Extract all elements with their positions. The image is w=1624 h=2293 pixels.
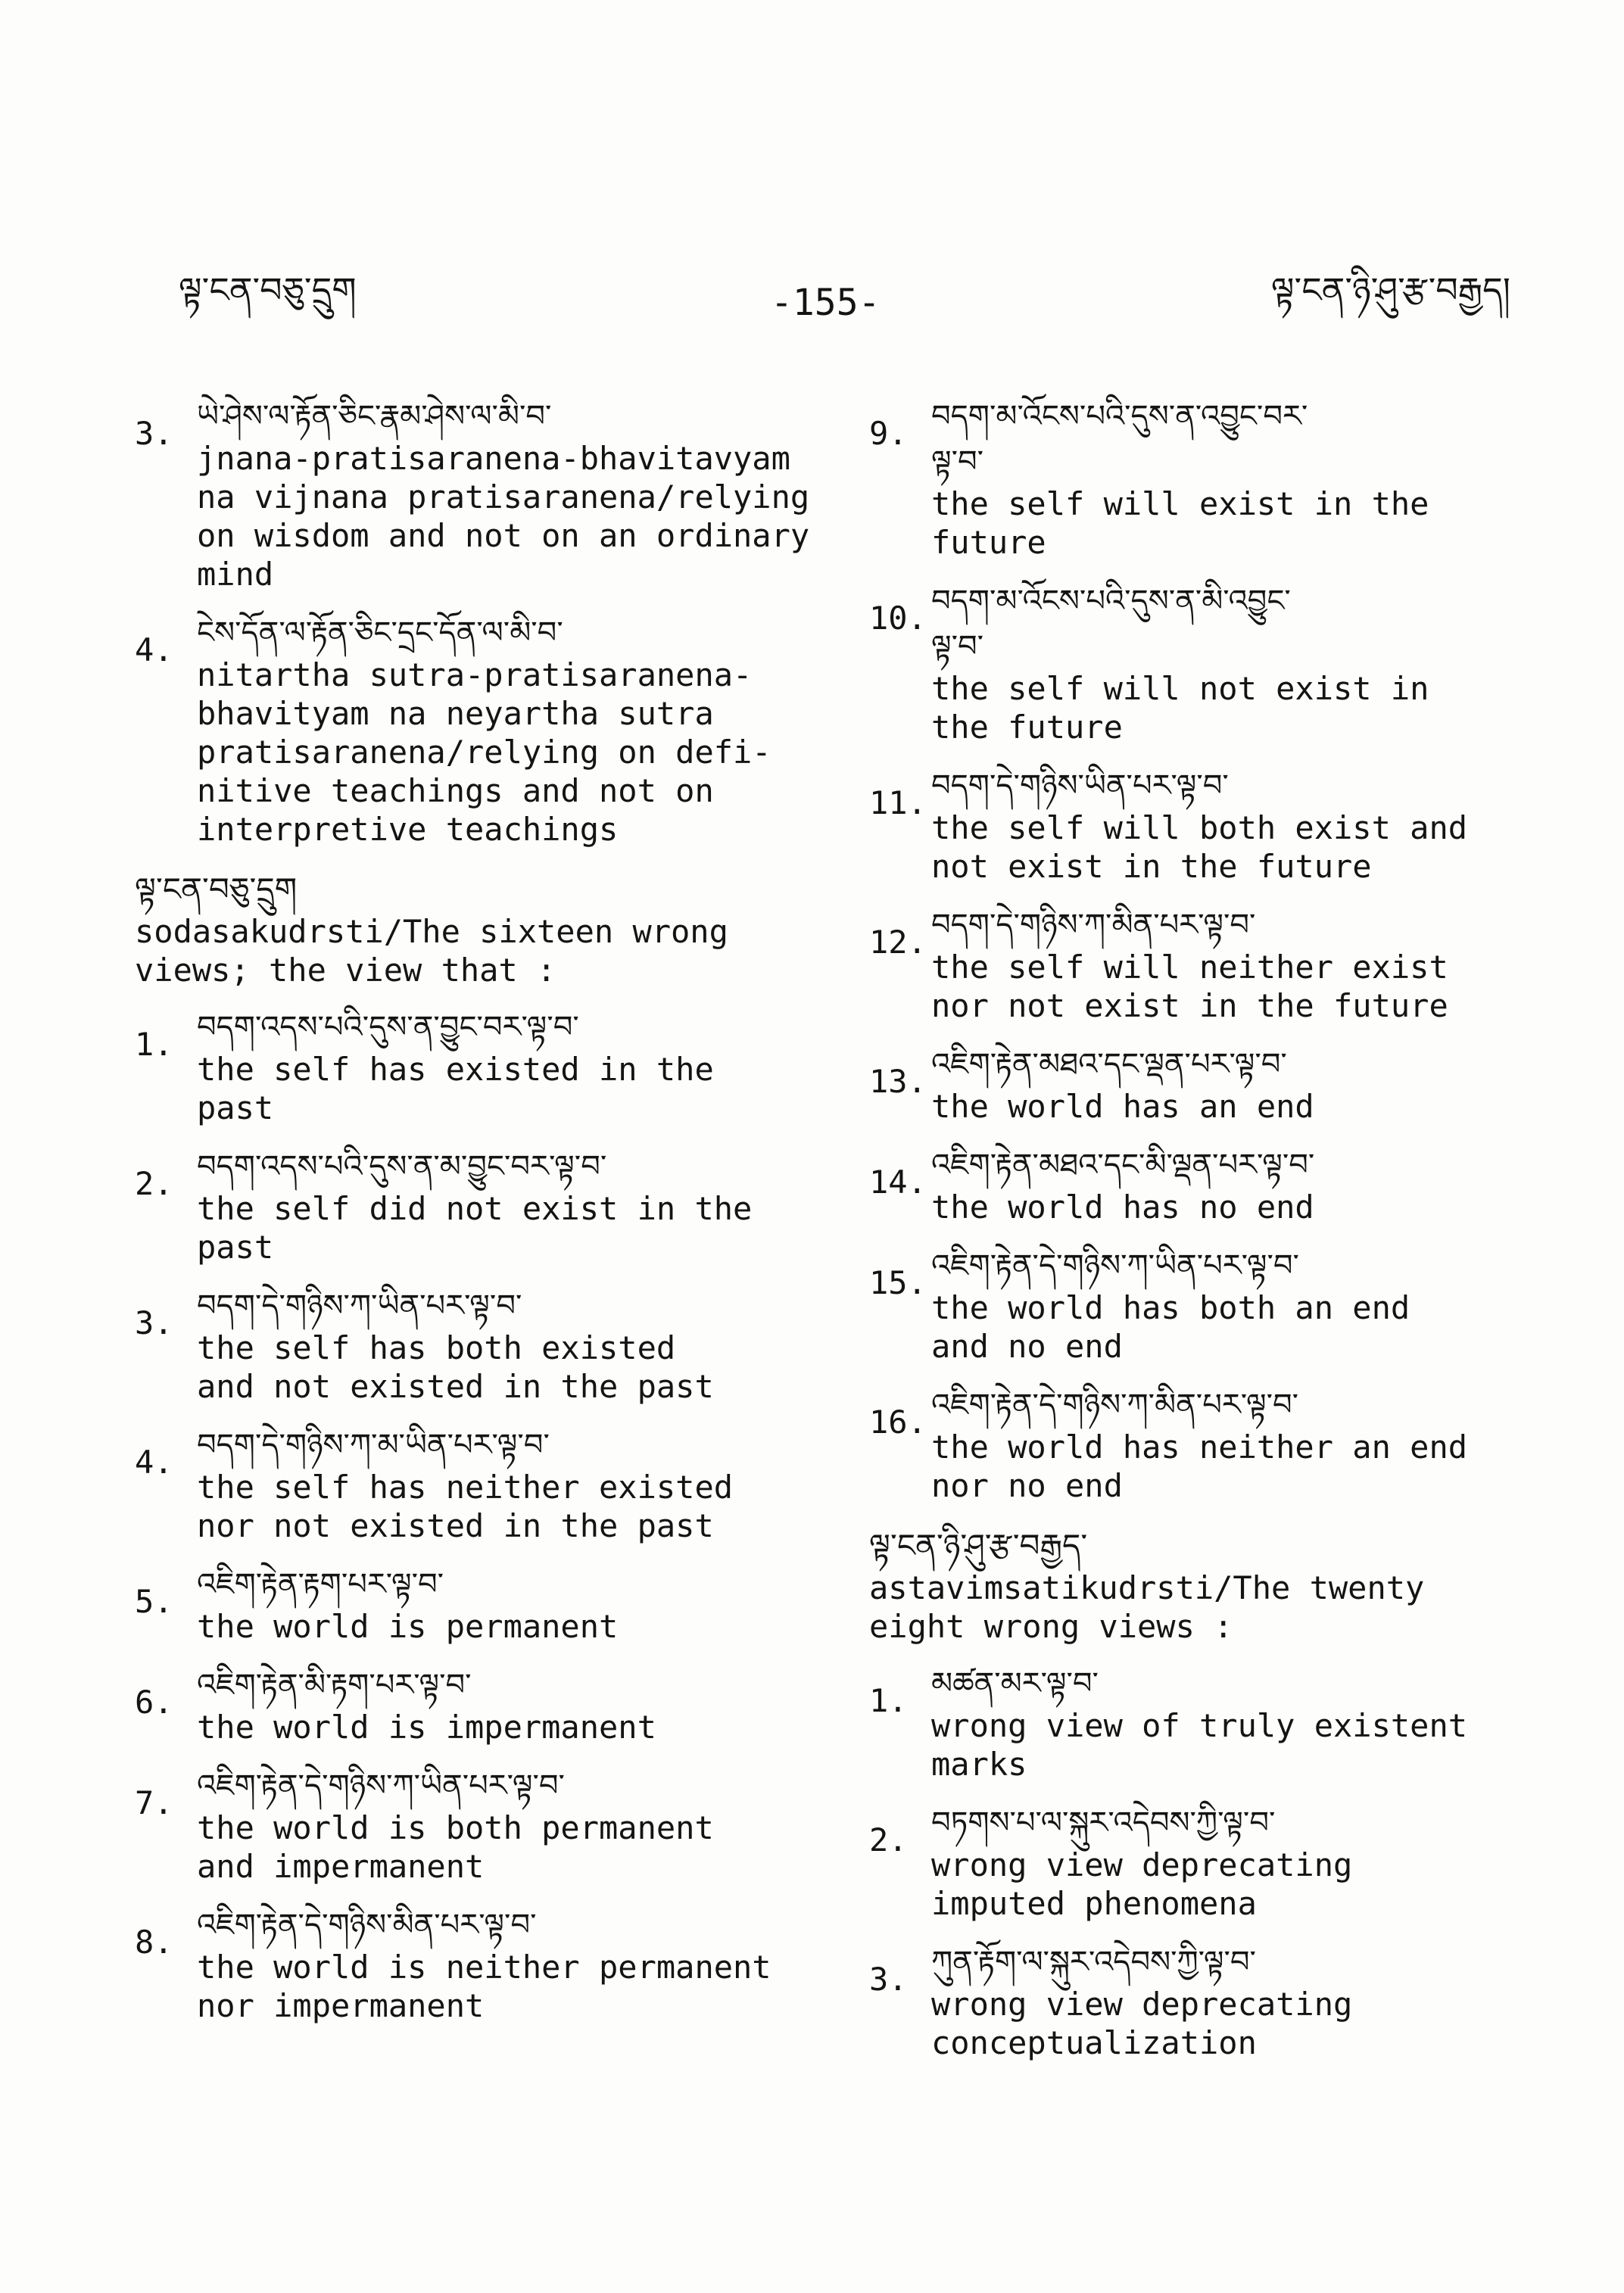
entry-english: the world is neither permanent nor impermanent [197,1949,771,2024]
entry-english: the world is both permanent and impermanent [197,1809,714,1885]
list-item [869,1243,1535,1366]
section-tibetan: ལྟ་ངན་ཉི་ཤུ་རྩ་བརྒྱད་ [869,1527,1088,1564]
list-item [135,1902,846,2025]
entry-english: the self has existed in the past [197,1051,714,1126]
entry-number: 4. [135,631,173,668]
right-column [869,394,1535,2079]
entry-tibetan: ཡེ་ཤེས་ལ་རྟོན་ཅིང་རྣམ་ཤེས་ལ་མི་བ་ [197,399,552,434]
list-item [869,394,1535,562]
list-item [869,1800,1535,1923]
list-item [869,1142,1535,1226]
section-english: sodasakudrsti/The sixteen wrong views; the view that : [135,913,728,989]
list-item [135,1144,846,1266]
entry-tibetan: འཇིག་རྟེན་མི་རྟག་པར་ལྟ་བ་ [197,1668,472,1703]
list-item [869,1042,1535,1126]
entry-number: 11. [869,784,927,821]
entry-tibetan: མཚན་མར་ལྟ་བ་ [931,1666,1099,1701]
entry-tibetan: བདག་དེ་གཉིས་ཀ་ཡིན་པར་ལྟ་བ་ [197,1288,522,1323]
entry-english: nitartha sutra-pratisaranena- bhavityam na neyartha sutra pratisaranena/relying on defi- nitive teachings and not on interpretive teachings [197,656,771,848]
list-item [135,1662,846,1746]
entry-english: the self will neither exist nor not exist in the future [931,949,1448,1024]
entry-tibetan: འཇིག་རྟེན་དེ་གཉིས་ཀ་ཡིན་པར་ལྟ་བ་ [197,1768,565,1803]
header-left-tibetan: ལྟ་ངན་བཅུ་དྲུག [179,269,357,310]
entry-tibetan: འཇིག་རྟེན་མཐའ་དང་མི་ལྡན་པར་ལྟ་བ་ [931,1148,1315,1182]
list-item [869,763,1535,886]
entry-tibetan: བཏགས་པ་ལ་སྐུར་འདེབས་ཀྱི་ལྟ་བ་ [931,1805,1276,1840]
entry-number: 15. [869,1264,927,1301]
entry-number: 3. [869,1961,908,1998]
entry-tibetan: འཇིག་རྟེན་དེ་གཉིས་ཀ་མིན་པར་ལྟ་བ་ [931,1388,1299,1422]
entry-tibetan: ཀུན་རྟོག་ལ་སྐུར་འདེབས་ཀྱི་ལྟ་བ་ [931,1945,1256,1980]
entry-tibetan: བདག་མ་འོངས་པའི་དུས་ན་མི་འབྱུང་ ལྟ་བ་ [931,584,1291,664]
entry-number: 4. [135,1444,173,1481]
list-item [135,1562,846,1646]
list-item [135,610,846,849]
entry-number: 3. [135,415,173,452]
entry-tibetan: འཇིག་རྟེན་མཐའ་དང་ལྡན་པར་ལྟ་བ་ [931,1047,1287,1082]
entry-english: the self has both existed and not existed in the past [197,1329,714,1405]
list-item [869,1382,1535,1505]
list-item [135,1005,846,1127]
entry-english: the world has both an end and no end [931,1289,1410,1365]
section-tibetan: ལྟ་ངན་བཅུ་དྲུག [135,871,298,908]
entry-english: the self will exist in the future [931,485,1429,561]
entry-english: the self has neither existed nor not existed in the past [197,1469,734,1544]
list-item [135,394,846,594]
entry-tibetan: བདག་དེ་གཉིས་ཡིན་པར་ལྟ་བ་ [931,768,1229,803]
section-heading [869,1523,1535,1646]
entry-number: 1. [135,1026,173,1063]
entry-tibetan: བདག་དེ་གཉིས་ཀ་མིན་པར་ལྟ་བ་ [931,908,1256,942]
entry-number: 6. [135,1684,173,1721]
list-item [135,1422,846,1545]
entry-english: the world is permanent [197,1608,619,1645]
entry-tibetan: བདག་འདས་པའི་དུས་ན་མ་བྱུང་བར་ལྟ་བ་ [197,1149,607,1184]
entry-tibetan: འཇིག་རྟེན་དེ་གཉིས་ཀ་ཡིན་པར་ལྟ་བ་ [931,1248,1299,1283]
entry-number: 2. [869,1821,908,1858]
entry-number: 5. [135,1583,173,1620]
header-right-tibetan: ལྟ་ངན་ཉི་ཤུ་རྩ་བརྒྱད། [1270,269,1510,310]
entry-number: 12. [869,924,927,961]
entry-english: jnana-pratisaranena-bhavitavyam na vijnana pratisaranena/relying on wisdom and not on an ordinary mind [197,440,810,593]
entry-number: 13. [869,1063,927,1100]
list-item [869,1661,1535,1784]
entry-number: 3. [135,1304,173,1341]
entry-tibetan: ངེས་དོན་ལ་རྟོན་ཅིང་དྲང་དོན་ལ་མི་བ་ [197,615,563,650]
entry-tibetan: འཇིག་རྟེན་རྟག་པར་ལྟ་བ་ [197,1567,444,1602]
entry-number: 9. [869,415,908,452]
section-heading [135,867,846,989]
left-column [135,394,846,2042]
list-item [869,902,1535,1025]
entry-tibetan: བདག་དེ་གཉིས་ཀ་མ་ཡིན་པར་ལྟ་བ་ [197,1428,550,1463]
entry-tibetan: བདག་མ་འོངས་པའི་དུས་ན་འབྱུང་བར་ ལྟ་བ་ [931,399,1308,479]
entry-number: 1. [869,1682,908,1719]
entry-number: 10. [869,600,927,637]
list-item [135,1763,846,1886]
entry-english: wrong view deprecating conceptualization [931,1986,1353,2061]
entry-english: the self did not exist in the past [197,1190,753,1266]
page-number: -155- [771,282,881,324]
entry-english: the world is impermanent [197,1709,656,1746]
entry-number: 2. [135,1165,173,1202]
entry-english: the world has an end [931,1088,1314,1125]
entry-english: wrong view deprecating imputed phenomena [931,1846,1353,1922]
entry-english: wrong view of truly existent marks [931,1707,1468,1783]
entry-english: the self will both exist and not exist in the future [931,809,1468,885]
entry-number: 8. [135,1924,173,1961]
entry-english: the world has no end [931,1189,1314,1226]
section-english: astavimsatikudrsti/The twenty eight wrong views : [869,1569,1425,1645]
list-item [869,1939,1535,2062]
list-item [869,578,1535,746]
list-item [135,1283,846,1406]
entry-english: the self will not exist in the future [931,670,1429,746]
entry-english: the world has neither an end nor no end [931,1428,1468,1504]
entry-number: 14. [869,1164,927,1201]
entry-tibetan: བདག་འདས་པའི་དུས་ན་བྱུང་བར་ལྟ་བ་ [197,1010,579,1045]
entry-number: 7. [135,1784,173,1821]
entry-tibetan: འཇིག་རྟེན་དེ་གཉིས་མིན་པར་ལྟ་བ་ [197,1908,537,1943]
entry-number: 16. [869,1404,927,1441]
